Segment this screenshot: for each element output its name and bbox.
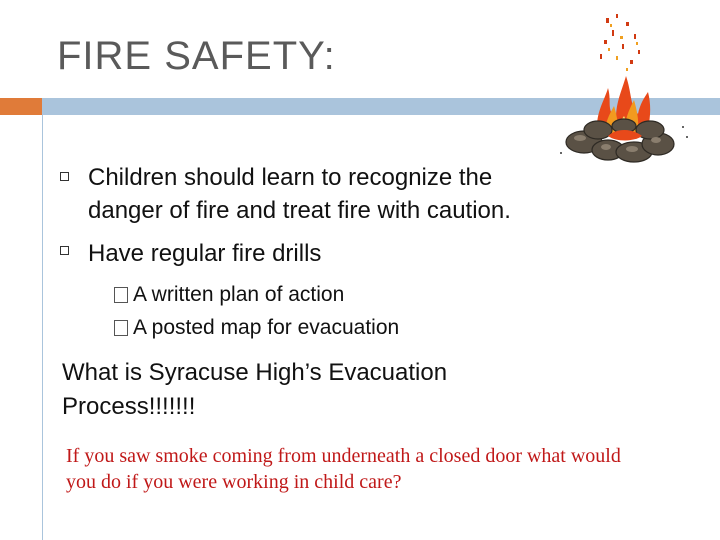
bullet-2-text: Have regular fire drills [88, 240, 322, 267]
square-bullet-icon [60, 246, 69, 255]
accent-bar-orange [0, 98, 42, 115]
sub-bullet-2-text: A posted map for evacuation [133, 316, 400, 339]
bullet-1-line-1: Children should learn to recognize the [88, 164, 493, 191]
vertical-rule [42, 115, 43, 540]
child-care-note: If you saw smoke coming from underneath a closed door what would you do if you were working in child care? [66, 445, 621, 493]
missing-glyph-box-icon [114, 287, 128, 303]
campfire-icon [546, 10, 696, 170]
missing-glyph-box-icon [114, 320, 128, 336]
slide-title: FIRE SAFETY: [57, 34, 336, 78]
square-bullet-icon [60, 172, 69, 181]
evacuation-question: What is Syracuse High’s Evacuation Process!!!!!!! [62, 359, 448, 420]
sub-bullet-1-text: A written plan of action [133, 283, 345, 306]
bullet-1-line-2: danger of fire and treat fire with caution. [88, 197, 511, 224]
